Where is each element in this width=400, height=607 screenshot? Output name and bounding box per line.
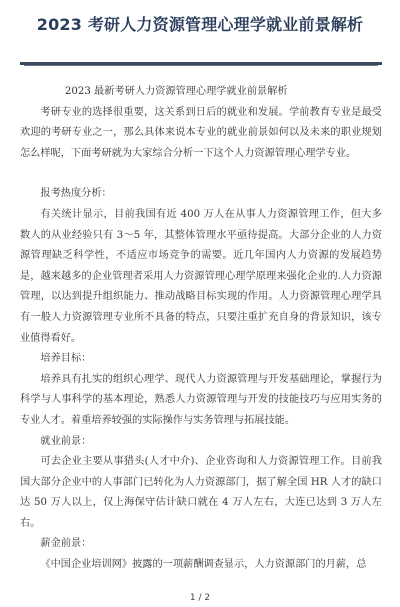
document-body xyxy=(20,82,382,576)
document-subtitle: 2023 最新考研人力资源管理心理学就业前景解析 xyxy=(64,86,288,97)
goal-heading: 培养目标： xyxy=(40,353,92,365)
goal-paragraph: 培养具有扎实的组织心理学、现代人力资源管理与开发基础理论，掌握行为科学与人事科学的基本理论，熟悉人力资源管理与开发的技能技巧与应用实务的专业人才。着重培养较强的实际操作与实务管理与拓展技能。 xyxy=(20,373,382,426)
job-paragraph: 可去企业主要从事猎头(人才中介)、企业咨询和人力资源管理工作。目前我国大部分企业中的人事部门已转化为人力资源部门，据了解全国 HR 人才的缺口达 50 万人以上，仅上海保守估计缺口就在 4 万人左右，大连已达到 3 万人左右。 xyxy=(20,456,382,529)
spacer xyxy=(20,164,382,184)
header-divider-thin xyxy=(24,65,378,66)
page-title: 2023 考研人力资源管理心理学就业前景解析 xyxy=(36,15,364,34)
page-indicator: 1 / 2 xyxy=(189,593,211,603)
salary-paragraph: 《中国企业培训网》披露的一项薪酬调查显示，人力资源部门的月薪，总 xyxy=(40,559,367,571)
intro-paragraph: 考研专业的选择很重要，这关系到日后的就业和发展。学前教育专业是最受欢迎的考研专业之一，那么具体来说本专业的就业前景如何以及未来的职业规划怎么样呢，下面考研就为大家综合分析一下这个人力资源管理心理学专业。 xyxy=(20,106,382,159)
salary-heading: 薪金前景： xyxy=(40,538,92,550)
heat-heading: 报考热度分析： xyxy=(40,188,112,200)
heat-paragraph: 有关统计显示，目前我国有近 400 万人在从事人力资源管理工作，但大多数人的从业经验只有 3～5 年，其整体管理水平亟待提高。大部分企业的人力资源管理缺乏科学性，不适应市场竞争的需要。近几年国内人力资源的发展趋势是，越来越多的企业管理者采用人力资源管理心理学原理来强化企业的.人力资源管理，以达到提升组织能力、推动战略目标实现的作用。人力资源管理心理学具有一般人力资源管理专业所不具备的特点，只要注重扩充自身的背景知识，该专业值得看好。 xyxy=(20,208,382,344)
job-heading: 就业前景： xyxy=(40,435,92,447)
